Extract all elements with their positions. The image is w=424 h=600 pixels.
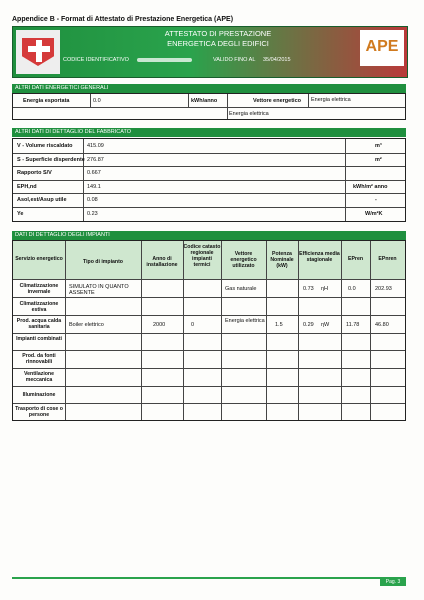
col-header: Potenza Nominale (kW): [270, 251, 294, 269]
impianti-table: [12, 240, 406, 421]
energetici-box: [12, 93, 406, 120]
fab-row-value: 149.1: [87, 184, 101, 190]
service-label: Trasporto di cose o persone: [15, 406, 63, 418]
system-epren: 11.78: [346, 322, 360, 328]
col-header: Efficienza media stagionale: [299, 251, 340, 263]
col-header: Codice catasto regionale impianti termici: [183, 244, 221, 268]
section-impianti-heading: DATI DI DETTAGLIO DEGLI IMPIANTI: [12, 231, 406, 240]
vector-label: Vettore energetico: [253, 98, 301, 104]
col-header: Vettore energetico utilizzato: [230, 251, 257, 269]
region-logo: [16, 30, 60, 74]
fab-row-value: 0.23: [87, 211, 98, 217]
efficiency-symbol: ηW: [321, 322, 330, 328]
service-label: Climatizzazione invernale: [19, 283, 59, 295]
export-unit: kWh/anno: [191, 98, 218, 104]
system-efficiency: 0.73: [303, 286, 314, 292]
service-label: Climatizzazione estiva: [19, 301, 59, 313]
service-label: Illuminazione: [22, 392, 56, 398]
service-label: Prod. acqua calda sanitaria: [16, 318, 62, 330]
fab-row-label: V - Volume riscaldato: [17, 143, 73, 149]
fab-row-unit: -: [375, 197, 377, 203]
fab-row-unit: W/m²K: [365, 211, 383, 217]
fab-row-label: Ye: [17, 211, 24, 217]
fab-row-value: 276.87: [87, 157, 104, 163]
fab-row-label: Rapporto S/V: [17, 170, 52, 176]
system-type: Boiler elettrico: [69, 322, 104, 328]
vector-value-1: Energia elettrica: [311, 97, 351, 103]
fab-row-label: EPH,nd: [17, 184, 37, 190]
col-header: Tipo di impianto: [83, 259, 123, 265]
service-label: Impianti combinati: [16, 336, 62, 342]
ape-logo: APE: [360, 30, 404, 66]
col-header: EPren: [348, 256, 363, 262]
fab-row-value: 0.08: [87, 197, 98, 203]
system-power: 1.5: [275, 322, 283, 328]
col-header: Servizio energetico: [15, 256, 63, 262]
fab-row-label: Asol,est/Asup utile: [17, 197, 67, 203]
fab-row-label: S - Superficie disperdente: [17, 157, 85, 163]
system-type: SIMULATO IN QUANTO ASSENTE: [69, 284, 129, 296]
system-epnren: 202.93: [375, 286, 392, 292]
system-epnren: 46.80: [375, 322, 389, 328]
system-code: 0: [191, 322, 195, 328]
system-year: 2000: [153, 322, 166, 328]
col-header: EPnren: [378, 256, 397, 262]
fab-row-value: 0.667: [87, 170, 101, 176]
id-label: CODICE IDENTIFICATIVO: [63, 57, 129, 63]
header-band: [12, 26, 408, 78]
fabbricato-box: [12, 138, 406, 222]
page-number: Pag. 3: [380, 578, 406, 586]
section-energetici-heading: ALTRI DATI ENERGETICI GENERALI: [12, 84, 406, 93]
efficiency-symbol: ηH: [321, 286, 329, 292]
export-value: 0.0: [93, 98, 101, 104]
page-header-text: Appendice B - Format di Attestato di Prestazione Energetica (APE): [12, 16, 234, 23]
fab-row-value: 415.09: [87, 143, 104, 149]
service-label: Ventilazione meccanica: [24, 371, 54, 383]
id-value-redacted: [137, 58, 192, 62]
fab-row-unit: kWh/m² anno: [353, 184, 388, 190]
export-label: Energia esportata: [23, 98, 70, 104]
col-header: Anno di installazione: [146, 256, 178, 268]
system-efficiency: 0.29: [303, 322, 314, 328]
footer-line: [12, 577, 406, 579]
system-epren: 0.0: [348, 286, 356, 292]
valid-label: VALIDO FINO AL: [213, 57, 256, 63]
vector-value-2: Energia elettrica: [229, 111, 269, 117]
valid-date: 35/04/2015: [263, 57, 291, 63]
system-vector: Energia elettrica: [225, 318, 265, 324]
fab-row-unit: m³: [375, 143, 382, 149]
fab-row-unit: m²: [375, 157, 382, 163]
service-label: Prod. da fonti rinnovabili: [22, 353, 56, 365]
section-fabbricato-heading: ALTRI DATI DI DETTAGLIO DEL FABBRICATO: [12, 128, 406, 137]
system-vector: Gas naturale: [225, 286, 257, 292]
certificate-title: ATTESTATO DI PRESTAZIONE ENERGETICA DEGLI EDIFICI: [164, 29, 272, 48]
